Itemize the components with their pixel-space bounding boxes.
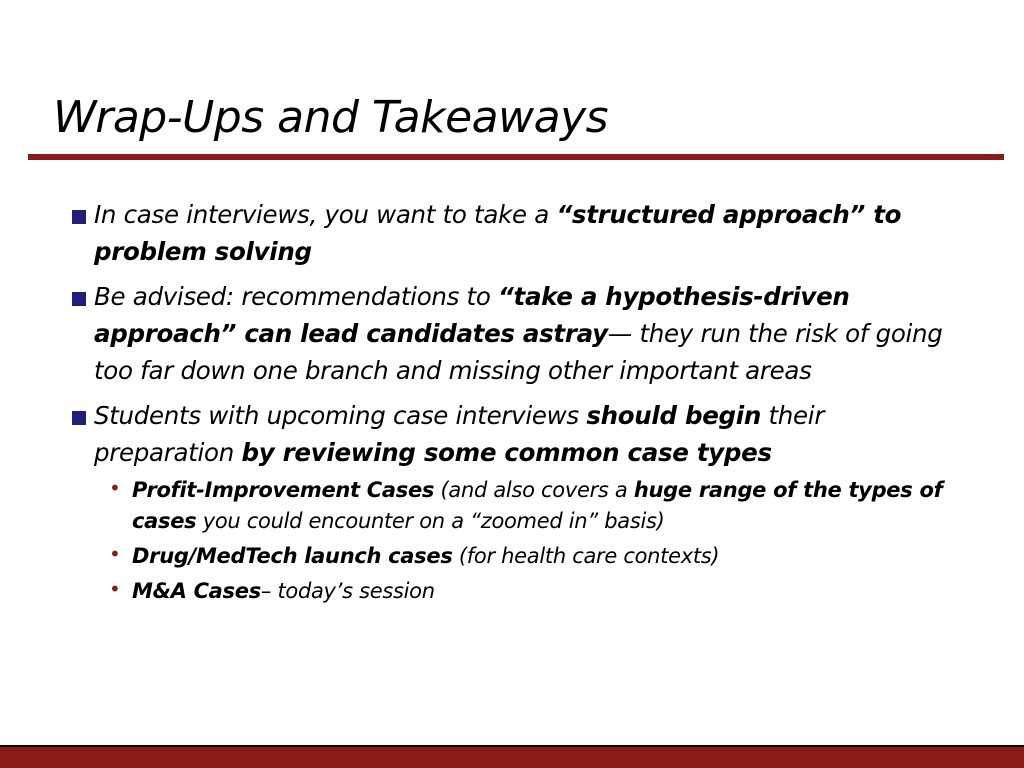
footer-bar <box>0 745 1024 768</box>
slide-body <box>70 196 950 611</box>
subbullet-text-bold: Profit-Improvement Cases <box>132 478 435 502</box>
subbullet-drug-medtech <box>70 541 962 572</box>
subbullet-text: (and also covers a <box>434 478 634 502</box>
subbullet-profit-improvement <box>70 475 962 537</box>
subbullet-text-bold: M&A Cases <box>132 579 261 603</box>
bullet-structured-approach <box>70 196 950 270</box>
square-bullet-icon <box>72 210 86 224</box>
dot-bullet-icon: • <box>109 542 121 566</box>
square-bullet-icon <box>72 411 86 425</box>
dot-bullet-icon: • <box>109 476 121 500</box>
square-bullet-icon <box>72 292 86 306</box>
subbullet-text: (for health care contexts) <box>452 544 720 568</box>
dot-bullet-icon: • <box>109 577 121 601</box>
bullet-text: — they run the risk of going too far down one branch and missing other important areas <box>94 319 943 385</box>
subbullet-m-and-a <box>70 576 962 607</box>
bullet-text-bold: by reviewing some common case types <box>241 438 772 467</box>
subbullet-text: – today’s session <box>260 579 435 603</box>
subbullet-text: you could encounter on a “zoomed in” basis) <box>196 509 665 533</box>
slide-title: Wrap-Ups and Takeaways <box>53 92 609 143</box>
subbullet-text-bold: huge range of the types of cases <box>132 478 943 533</box>
bullet-text: their preparation <box>94 401 825 467</box>
bullet-text-bold: should begin <box>586 401 762 430</box>
bullet-text-bold: “take a hypothesis-driven approach” can lead candidates astray <box>94 282 850 348</box>
bullet-text: Students with upcoming case interviews <box>94 401 587 430</box>
title-underline <box>28 154 1004 160</box>
bullet-text: Be advised: recommendations to <box>94 282 499 311</box>
bullet-text-bold: “structured approach” to problem solving <box>94 200 902 266</box>
bullet-text: In case interviews, you want to take a <box>94 200 557 229</box>
bullet-hypothesis-warning <box>70 278 950 389</box>
subbullet-text-bold: Drug/MedTech launch cases <box>132 544 453 568</box>
bullet-case-preparation <box>70 397 950 471</box>
